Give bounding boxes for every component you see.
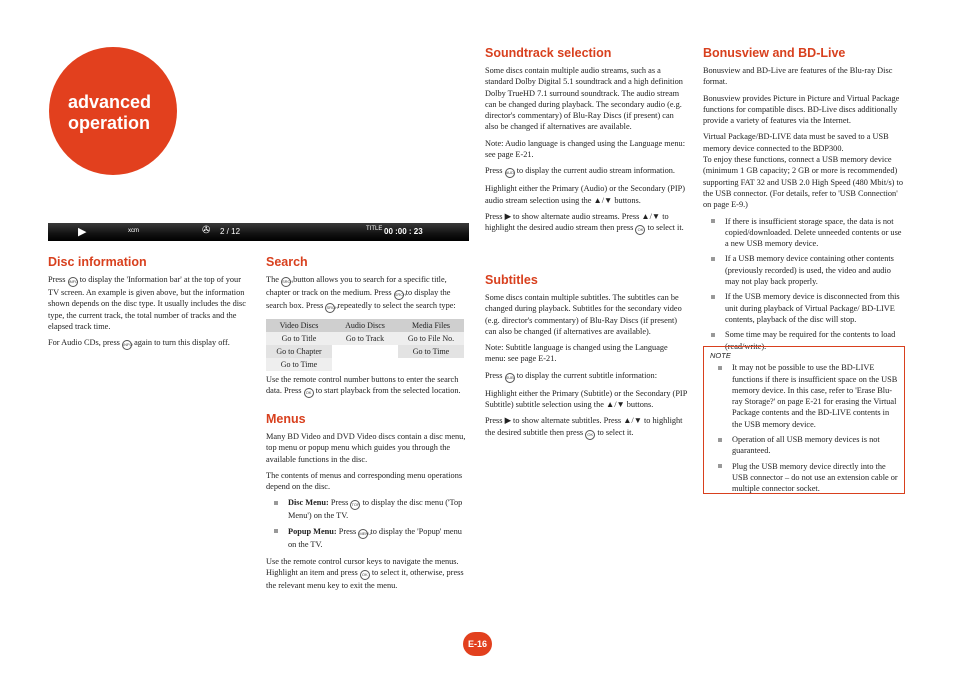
disc-information-audio-cd: For Audio CDs, press INFO again to turn this display off. [48,337,248,350]
info-key-icon: INFO [122,340,132,350]
subtitles-paragraph: Press SUB to display the current subtitle information: [485,370,688,383]
table-header: Audio Discs [332,319,398,332]
subtitles-heading: Subtitles [485,273,538,287]
table-cell: Go to Title [266,332,332,345]
bonusview-paragraph: Bonusview and BD-Live are features of the Blu-ray Disc format. [703,66,893,87]
top-menu-key-icon: TOP [350,500,360,510]
media-type: xcm [128,228,139,234]
table-cell: Go to Chapter [266,345,332,358]
subtitle-key-icon: SUB [505,373,515,383]
table-header: Video Discs [266,319,332,332]
search-section [266,255,469,403]
chapter-icon: ✇ [202,225,211,236]
menu-key-icon: MENU [358,529,368,539]
soundtrack-paragraph: Some discs contain multiple audio streams, such as a standard Dolby Digital 5.1 soundtrack and a high definition Dolby TrueHD 7.1 surround soundtrack. The audio stream can be changed during playback. The secondary audio (e.g. director's commentary) of Blu-Ray Discs (if present) can also be changed if alternatives are available. [485,66,683,132]
soundtrack-paragraph: Press ▶ to show alternate audio streams. Press ▲/▼ to highlight the desired audio stream then press OK to select it. [485,211,688,235]
table-cell [332,358,398,371]
list-item: Plug the USB memory device directly into the USB connector – do not use an extension cable or multiple connector socket. [710,461,900,495]
search-type-table [266,319,464,371]
bonusview-heading: Bonusview and BD-Live [703,46,846,60]
table-cell: Go to Track [332,332,398,345]
subtitles-section [485,273,688,445]
title-label: TITLE [366,226,383,232]
subtitles-paragraph: Some discs contain multiple subtitles. The subtitles can be changed during playback. Subtitles for the secondary video (e.g. director's commentary) of Blu-Ray Discs (if present) can also be changed (if alternatives are available). [485,293,682,336]
ok-key-icon: OK [304,388,314,398]
table-cell: Go to File No. [398,332,464,345]
ok-key-icon: OK [585,430,595,440]
elapsed-time: 00 :00 : 23 [384,227,423,236]
list-item: Operation of all USB memory devices is not guaranteed. [710,434,900,457]
bonusview-paragraph: Bonusview provides Picture in Picture and Virtual Package functions for compatible discs. BD-Live discs additionally provide a variety of features via the Internet. [703,93,900,126]
chapter-title: advanced operation [68,92,152,133]
ok-key-icon: OK [360,570,370,580]
soundtrack-paragraph: Press AUD to display the current audio stream information. [485,165,688,178]
list-item: If the USB memory device is disconnected from this unit during playback of Virtual Package/ BD-LIVE contents, playback of the disc will stop. [703,291,907,325]
audio-key-icon: AUD [505,168,515,178]
subtitles-note: Note: Subtitle language is changed using the Language menu: see page E-21. [485,343,668,364]
soundtrack-section [485,46,688,240]
note-label: NOTE [710,351,731,360]
table-header: Media Files [398,319,464,332]
search-entry-paragraph: Use the remote control number buttons to enter the search data. Press OK to start playback from the selected location. [266,374,469,398]
ok-key-icon: OK [635,225,645,235]
note-box [703,346,905,494]
soundtrack-note: Note: Audio language is changed using the Language menu: see page E-21. [485,138,685,160]
bonusview-section [703,46,907,358]
table-cell [332,345,398,358]
search-key-icon: SRCH [325,303,335,313]
menus-navigation-paragraph: Use the remote control cursor keys to navigate the menus. Highlight an item and press OK to select it, otherwise, press the relevant menu key to exit the menu. [266,557,464,591]
subtitles-paragraph: Press ▶ to show alternate subtitles. Press ▲/▼ to highlight the desired subtitle then press OK to select it. [485,415,688,439]
disc-information-paragraph: Press INFO to display the 'Information bar' at the top of your TV screen. An example is given above, but the information shown depends on the disc type. It usually includes the disc type, the current track, the total number of tracks and the elapsed track time. [48,275,246,331]
table-cell: Go to Time [398,345,464,358]
list-item: Popup Menu: Press MENU to display the 'Popup' menu on the TV. [266,526,469,550]
menus-heading: Menus [266,412,306,426]
list-item: Some time may be required for the contents to load (read/write). [703,329,907,352]
search-heading: Search [266,255,308,269]
search-key-icon: SRCH [394,290,404,300]
play-icon: ▶ [78,226,87,238]
table-cell [398,358,464,371]
disc-information-heading: Disc information [48,255,147,269]
list-item: If there is insufficient storage space, the data is not copied/downloaded. Delete unneeded contents or use a new USB memory device. [703,216,907,250]
list-item: It may not be possible to use the BD-LIVE functions if there is insufficient space on the USB memory device. In this case, refer to 'Erase Blu-ray Storage?' on page E-21 for erasing the Virtual Package contents and the BD-LIVE contents in the USB memory device. [710,362,900,430]
bonusview-paragraph: To enjoy these functions, connect a USB memory device (minimum 1 GB capacity; 2 GB or more is recommended) supporting FAT 32 and USB 2.0 High Speed (480 Mbit/s) to the USB connector. (For details, refer to 'USB Connection' on page E-9.) [703,155,903,210]
list-item: Disc Menu: Press TOP to display the disc menu ('Top Menu') on the TV. [266,497,469,521]
page-number: E-16 [463,632,492,656]
disc-information-section [48,255,248,355]
menus-section [266,412,469,597]
subtitles-paragraph: Highlight either the Primary (Subtitle) or the Secondary (PIP Subtitle) subtitle selection using the ▲/▼ buttons. [485,388,688,410]
table-cell: Go to Time [266,358,332,371]
search-paragraph: The SRCH button allows you to search for a specific title, chapter or track on the medium. Press SRCH to display the search box. Press SRCH repeatedly to select the search type: [266,274,469,313]
menus-paragraph: The contents of menus and corresponding menu operations depend on the disc. [266,470,463,492]
soundtrack-paragraph: Highlight either the Primary (Audio) or the Secondary (PIP) audio stream selection using the ▲/▼ buttons. [485,184,686,205]
information-bar [48,223,469,241]
chapter-counter: 2 / 12 [220,227,241,236]
menus-paragraph: Many BD Video and DVD Video discs contain a disc menu, top menu or popup menu which guides you through the available functions in the disc. [266,432,466,464]
search-key-icon: SRCH [281,277,291,287]
info-key-icon: INFO [68,277,78,287]
soundtrack-heading: Soundtrack selection [485,46,612,60]
list-item: If a USB memory device containing other contents (previously recorded) is used, the video and audio may not play back properly. [703,253,907,287]
bonusview-paragraph: Virtual Package/BD-LIVE data must be saved to a USB memory device connected to the BDP300. [703,132,889,153]
